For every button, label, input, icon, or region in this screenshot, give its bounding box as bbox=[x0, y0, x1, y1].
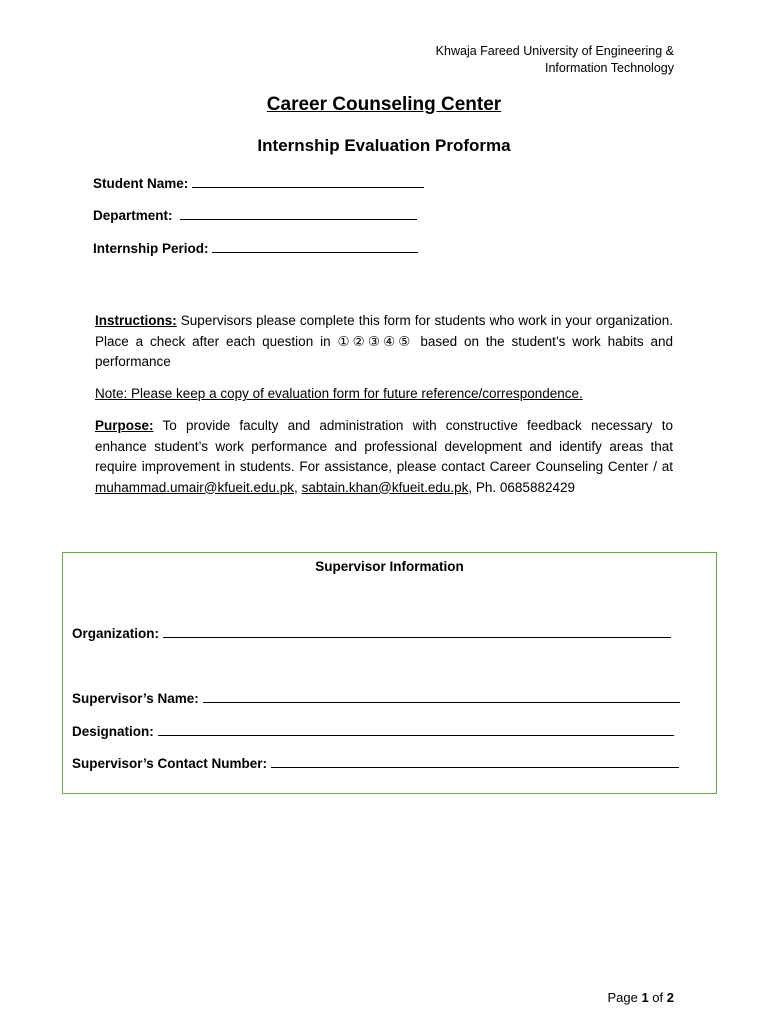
organization-label: Organization: bbox=[72, 626, 159, 641]
department-label: Department: bbox=[93, 208, 173, 223]
designation-field[interactable] bbox=[158, 723, 674, 736]
supervisor-name-label: Supervisor’s Name: bbox=[72, 691, 199, 706]
page-title: Career Counseling Center bbox=[266, 94, 502, 115]
internship-period-row bbox=[93, 240, 418, 256]
organization-field[interactable] bbox=[163, 625, 671, 638]
university-header bbox=[436, 43, 674, 77]
instructions-paragraph bbox=[95, 311, 673, 373]
page-total: 2 bbox=[666, 990, 674, 1005]
internship-period-field[interactable] bbox=[212, 240, 418, 253]
page-prefix: Page bbox=[607, 990, 638, 1005]
internship-period-label: Internship Period: bbox=[93, 241, 209, 256]
designation-row bbox=[72, 723, 674, 739]
phone-text: , Ph. 0685882429 bbox=[468, 479, 575, 495]
page-number bbox=[607, 990, 674, 1005]
student-name-field[interactable] bbox=[192, 175, 424, 188]
organization-row bbox=[72, 625, 671, 641]
supervisor-name-row bbox=[72, 690, 680, 706]
supervisor-info-title: Supervisor Information bbox=[315, 559, 464, 574]
university-line-1: Khwaja Fareed University of Engineering & bbox=[435, 44, 674, 58]
page-current: 1 bbox=[641, 990, 649, 1005]
student-name-label: Student Name: bbox=[93, 176, 189, 191]
contact-number-field[interactable] bbox=[271, 755, 679, 768]
email-link-2[interactable]: sabtain.khan@kfueit.edu.pk bbox=[301, 479, 469, 495]
page-of: of bbox=[652, 990, 664, 1005]
purpose-label: Purpose: bbox=[95, 418, 154, 433]
email-separator: , bbox=[294, 479, 298, 495]
department-field[interactable] bbox=[180, 207, 417, 220]
email-link-1[interactable]: muhammad.umair@kfueit.edu.pk bbox=[95, 479, 295, 495]
purpose-paragraph bbox=[95, 416, 673, 498]
university-line-2: Information Technology bbox=[544, 61, 674, 75]
note-text: Note: Please keep a copy of evaluation form for future reference/correspondence. bbox=[95, 386, 583, 401]
contact-number-label: Supervisor’s Contact Number: bbox=[72, 756, 268, 771]
page-subtitle: Internship Evaluation Proforma bbox=[257, 136, 511, 155]
designation-label: Designation: bbox=[72, 724, 154, 739]
student-name-row bbox=[93, 175, 424, 191]
instructions-text: Supervisors please complete this form for students who work in your organization. Place a check after each question in ①②③④⑤ based on the student’s work habits and performance bbox=[95, 313, 673, 369]
instructions-label: Instructions: bbox=[95, 313, 177, 328]
department-row bbox=[93, 207, 417, 223]
supervisor-info-box bbox=[62, 552, 717, 794]
note-paragraph bbox=[95, 384, 673, 405]
purpose-text: To provide faculty and administration with constructive feedback necessary to enhance student’s work performance and professional development and identify areas that require improvement in students. For assistance, please contact Career Counseling Center / at bbox=[95, 418, 673, 474]
supervisor-name-field[interactable] bbox=[203, 690, 680, 703]
contact-number-row bbox=[72, 755, 679, 771]
